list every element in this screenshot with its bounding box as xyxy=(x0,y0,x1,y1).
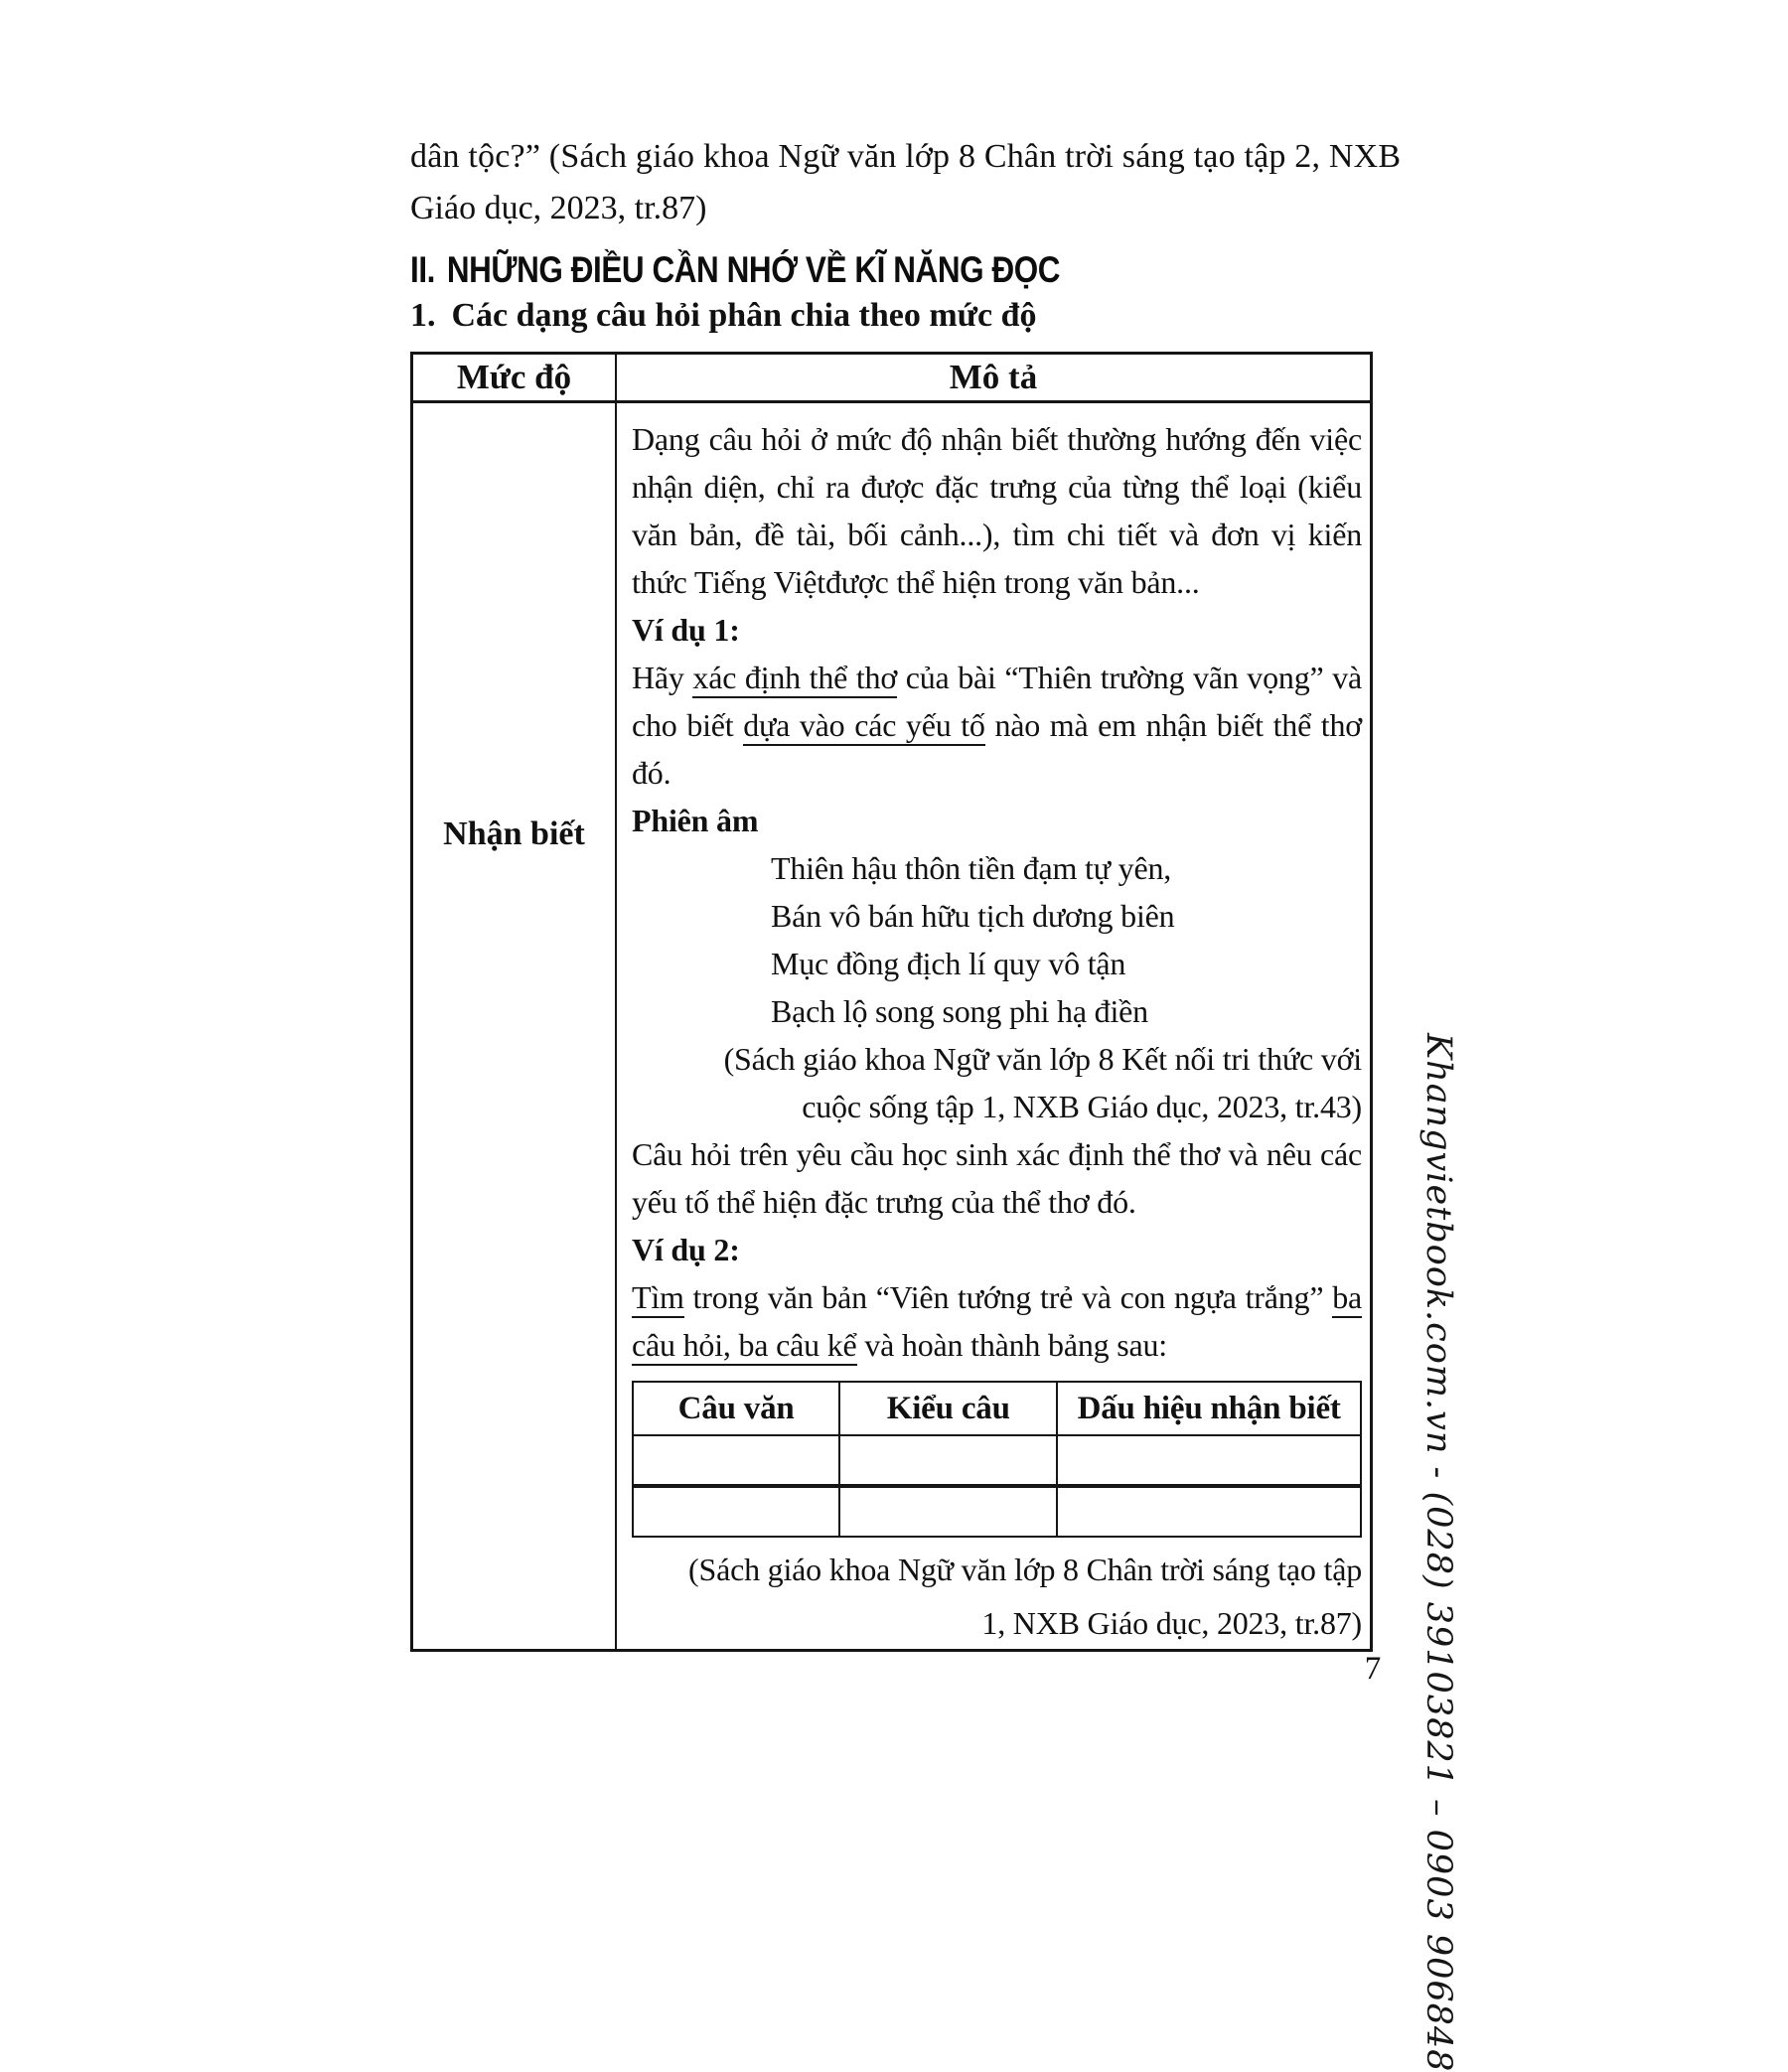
phonetic-label: Phiên âm xyxy=(632,803,759,838)
intro-paragraph-line2: Giáo dục, 2023, tr.87) xyxy=(410,190,707,226)
example2-text: trong văn bản “Viên tướng trẻ và con ngựa trắng” xyxy=(683,1279,1333,1315)
level-label: Nhận biết xyxy=(443,815,585,852)
sentence-table-header-sentence: Câu văn xyxy=(633,1382,839,1435)
sentence-table-header-sign: Dấu hiệu nhận biết xyxy=(1057,1382,1361,1435)
intro-paragraph-line1: dân tộc?” (Sách giáo khoa Ngữ văn lớp 8 Chân trời sáng tạo tập 2, NXB xyxy=(410,138,1402,175)
citation1-line2: cuộc sống tập 1, NXB Giáo dục, 2023, tr.43) xyxy=(802,1089,1362,1124)
sentence-table-empty-row xyxy=(633,1435,1361,1486)
levels-table-row-description-cell xyxy=(617,403,1370,1649)
example1-text-3: nào mà em nhận biết thể thơ đó. xyxy=(632,707,1363,791)
sentence-table-cell xyxy=(633,1486,839,1537)
sentence-table-cell xyxy=(839,1435,1057,1486)
example1-label: Ví dụ 1: xyxy=(632,612,740,648)
poem-line-3: Mục đồng địch lí quy vô tận xyxy=(771,946,1126,981)
example2-text-2: và hoàn thành bảng sau: xyxy=(856,1327,1167,1363)
sentence-analysis-table xyxy=(632,1381,1362,1538)
example2-label: Ví dụ 2: xyxy=(632,1232,740,1267)
sentence-table-cell xyxy=(1057,1435,1361,1486)
example2-underlined-1: Tìm xyxy=(632,1279,684,1318)
citation2-line1: (Sách giáo khoa Ngữ văn lớp 8 Chân trời sáng tạo tập xyxy=(688,1552,1362,1587)
example2-question xyxy=(632,1273,1362,1369)
sentence-table-empty-row xyxy=(633,1486,1361,1537)
poem-line-2: Bán vô bán hữu tịch dương biên xyxy=(771,898,1175,934)
level-description-paragraph: Dạng câu hỏi ở mức độ nhận biết thường hướng đến việc nhận diện, chỉ ra được đặc trưng của từng thể loại (kiểu văn bản, đề tài, bối cảnh...), tìm chi tiết và đơn vị kiến thức Tiếng Việtđược thể hiện trong văn bản... xyxy=(632,421,1362,600)
subsection-heading xyxy=(410,296,1373,336)
example1-underlined-2: dựa vào các yếu tố xyxy=(743,707,985,746)
subsection-heading-numeral: 1. xyxy=(410,297,436,334)
levels-table-header-description: Mô tả xyxy=(617,355,1370,403)
example1-text-2: của bài “Thiên trường vãn vọng” và cho biết xyxy=(632,660,1362,743)
section-heading xyxy=(410,250,1373,290)
poem-line-1: Thiên hậu thôn tiền đạm tự yên, xyxy=(771,850,1172,886)
levels-table-header-level: Mức độ xyxy=(413,355,617,403)
section-heading-numeral: II. xyxy=(410,249,435,290)
citation1-line1: (Sách giáo khoa Ngữ văn lớp 8 Kết nối tri thức với xyxy=(723,1041,1362,1077)
publisher-watermark: Khangvietbook.com.vn - (028) 39103821 – 0903 906848 xyxy=(1418,1033,1458,2072)
question-levels-table xyxy=(410,352,1373,1652)
example1-underlined-1: xác định thể thơ xyxy=(692,660,897,698)
example1-analysis: Câu hỏi trên yêu cầu học sinh xác định thể thơ và nêu các yếu tố thể hiện đặc trưng của thể thơ đó. xyxy=(632,1136,1362,1220)
sentence-table-cell xyxy=(839,1486,1057,1537)
page-content xyxy=(410,131,1402,1652)
poem-line-4: Bạch lộ song song phi hạ điền xyxy=(771,993,1148,1029)
section-heading-title: NHỮNG ĐIỀU CẦN NHỚ VỀ KĨ NĂNG ĐỌC xyxy=(446,249,1061,290)
levels-table-row-level-cell xyxy=(413,403,617,1649)
sentence-table-header-type: Kiểu câu xyxy=(839,1382,1057,1435)
example2-underlined-2: ba câu hỏi, ba câu kể xyxy=(632,1279,1362,1366)
sentence-table-header-row xyxy=(633,1382,1361,1435)
subsection-heading-title: Các dạng câu hỏi phân chia theo mức độ xyxy=(451,297,1037,334)
sentence-table-cell xyxy=(633,1435,839,1486)
sentence-table-cell xyxy=(1057,1486,1361,1537)
example1-question xyxy=(632,654,1362,797)
page-number: 7 xyxy=(1364,1651,1382,1687)
citation2-line2: 1, NXB Giáo dục, 2023, tr.87) xyxy=(981,1605,1362,1641)
example1-text: Hãy xyxy=(632,660,693,695)
